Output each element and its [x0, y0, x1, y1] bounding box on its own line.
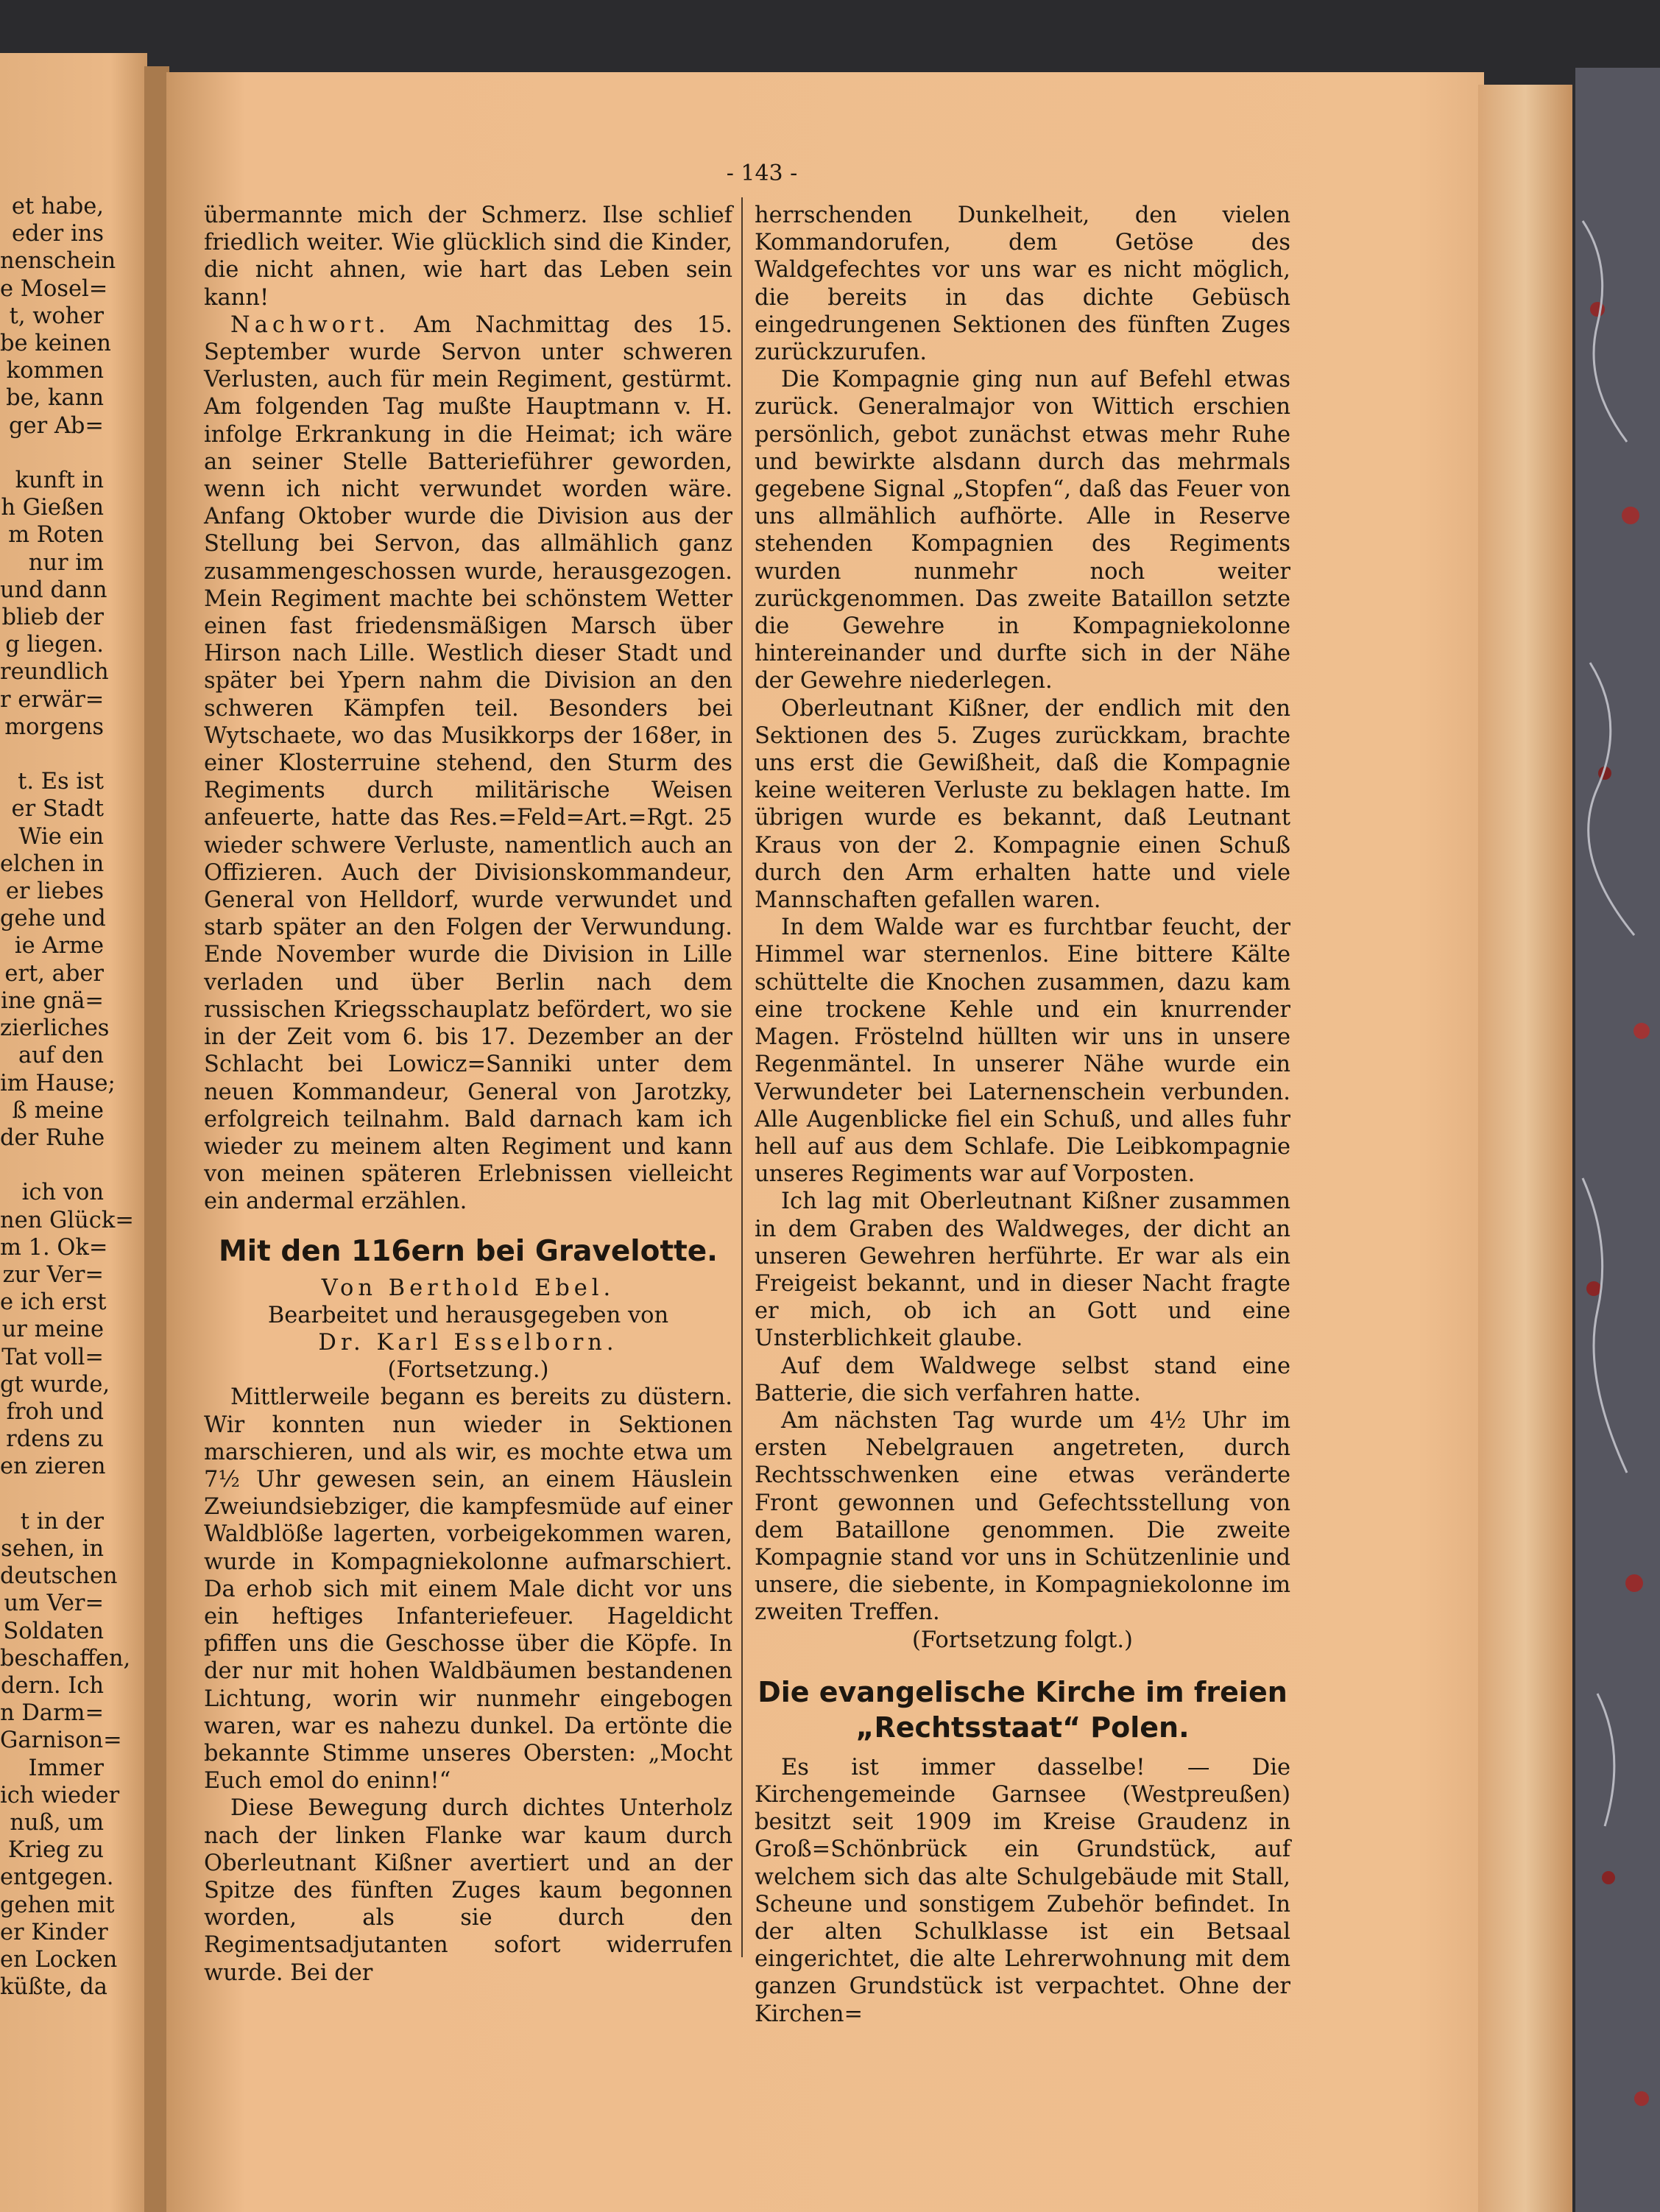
text-column-right — [755, 202, 1290, 2028]
left-page-line: dern. Ich — [1, 1672, 104, 1699]
left-page-line: Tat voll= — [1, 1344, 104, 1370]
page-edges — [1478, 85, 1572, 2212]
text-column-left — [204, 202, 732, 1987]
left-page-line: zur Ver= — [2, 1261, 104, 1288]
left-page-line: nen Glück= — [0, 1207, 134, 1233]
left-page-line: kunft in — [15, 468, 104, 494]
left-page-line: deutschen — [0, 1563, 118, 1590]
paragraph-4: In dem Walde war es furchtbar feucht, der Himmel war sternenlos. Eine bittere Kälte schüttelte die Knochen zusammen, dazu kam eine trockene Kehle und ein knurrender Magen. Fröstelnd hüllten wir uns in unsere Regenmäntel. In unserer Nähe wurde ein Verwundeter bei Laternenschein verbunden. Alle Augenblicke fiel ein Schuß, und alles fuhr hell auf aus dem Schlafe. Die Leibkompagnie unseres Regiments war auf Vorposten. — [755, 915, 1290, 1188]
left-page-line: t. Es ist — [18, 769, 104, 795]
left-page-line: er Stadt — [11, 796, 104, 823]
left-page-line — [0, 1152, 105, 1179]
left-page-line: h Gießen — [1, 495, 104, 521]
left-page-line: kommen — [6, 358, 104, 384]
left-page-line: gehen mit — [0, 1892, 115, 1918]
nachwort-label: Nachwort. — [230, 311, 390, 338]
paragraph-open: übermannte mich der Schmerz. Ilse schlief friedlich weiter. Wie glücklich sind die Kinder, die nicht ahnen, wie hart das Leben sein kann! — [204, 202, 732, 311]
left-page-line: er Kinder — [0, 1919, 108, 1945]
left-page-line: g liegen. — [5, 632, 104, 658]
nachwort-text: Am Nachmittag des 15. September wurde Servon unter schweren Verlusten, auch für mein Regiment, gestürmt. Am folgenden Tag mußte Hauptmann v. H. infolge Erkrankung in die Heimat; ich wäre an seiner Stelle Batterieführer geworden, wenn ich nicht verwundet worden wäre. Anfang Oktober wurde die Division aus der Stellung bei Servon, das allmählich ganz zusammengeschossen wurde, herausgezogen. Mein Regiment machte bei schönstem Wetter einen fast friedensmäßigen Marsch über Hirson nach Lille. Westlich dieser Stadt und später bei Ypern nahm die Division an den schweren Kämpfen teil. Besonders bei Wytschaete, wo das Musikkorps der 168er, in einer Klosterruine stehend, den Sturm des Regiments durch militärische Weisen anfeuerte, hatte das Res.=Feld=Art.=Rgt. 25 wieder schwere Verluste, namentlich auch an Offizieren. Auch der Divisionskommandeur, General von Helldorf, wurde verwundet und starb später an den Folgen der Verwundung. Ende November wurde die Division in Lille verladen und über Berlin nach dem russischen Kriegsschauplatz befördert, wo sie in der Zeit vom 6. bis 17. Dezember an der Schlacht bei Lowicz=Sanniki unter dem neuen Kommandeur, General von Jarotzky, erfolgreich teilnahm. Bald darnach kam ich wieder zu meinem alten Regiment und kann von meinen späteren Erlebnissen vielleicht ein andermal erzählen. — [204, 311, 732, 1215]
left-page-line: auf den — [18, 1043, 104, 1069]
paragraph-7: Am nächsten Tag wurde um 4½ Uhr im ersten Nebelgrauen angetreten, durch Rechtsschwenken eine etwas veränderte Front gewonnen und Gefechtsstellung von dem Bataillone genommen. Die zweite Kompagnie stand vor uns in Schützenlinie und unsere, die siebente, in Kompagniekolonne im zweiten Treffen. — [755, 1407, 1290, 1626]
left-page-line: blieb der — [1, 605, 104, 631]
left-page-line: n Darm= — [0, 1700, 105, 1727]
left-page-line: zierliches — [0, 1015, 110, 1042]
left-page-line: Immer — [28, 1755, 104, 1781]
left-page-line: nuß, um — [10, 1809, 104, 1836]
left-page-line: sehen, in — [1, 1535, 104, 1562]
left-page-line: ie Arme — [14, 933, 104, 959]
left-page-line: nur im — [28, 549, 104, 576]
paragraph-6: Auf dem Waldwege selbst stand eine Batterie, die sich verfahren hatte. — [755, 1353, 1290, 1406]
left-page-line: froh und — [6, 1398, 104, 1425]
left-page-line: Krieg zu — [7, 1837, 104, 1864]
paragraph-nachwort — [204, 311, 732, 1216]
left-page-line: be, kann — [6, 385, 104, 412]
to-be-continued-note: (Fortsetzung folgt.) — [912, 1627, 1133, 1653]
left-page-line: m Roten — [8, 522, 104, 549]
left-page-line: ine gnä= — [0, 987, 104, 1014]
gutter-shadow — [144, 66, 169, 2212]
left-page-line: elchen in — [0, 850, 105, 877]
paragraph-1: Mittlerweile begann es bereits zu düstern. Wir konnten nun wieder in Sektionen marschieren, und als wir, es mochte etwa um 7½ Uhr gewesen sein, an einem Häuslein Zweiundsiebziger, die kampfesmüde auf einer Waldblöße lagerten, vorbeigekommen waren, wurde in Kompagniekolonne aufmarschiert. Da erhob sich mit einem Male dicht vor uns ein heftiges Infanteriefeuer. Hageldicht pfiffen uns die Geschosse über die Köpfe. In der nur mit hohen Waldbäumen bestandenen Lichtung, worin wir nunmehr eingebogen waren, war es nahezu dunkel. Da ertönte die bekannte Stimme unseres Obersten: „Mocht Euch emol do eninn!“ — [204, 1384, 732, 1794]
left-page-line: ich von — [21, 1180, 104, 1206]
left-page-line: der Ruhe — [0, 1124, 105, 1151]
left-page-line: ert, aber — [4, 960, 104, 987]
left-page-line: ur meine — [1, 1317, 104, 1343]
paragraph-3: Oberleutnant Kißner, der endlich mit den Sektionen des 5. Zuges zurückkam, brachte uns erst die Gewißheit, daß die Kompagnie keine weiteren Verluste zu beklagen hatte. Im übrigen wurde es bekannt, daß Leutnant Kraus von der 2. Kompagnie einen Schuß durch den Arm erhalten hatte und viele Mannschaften gefallen waren. — [755, 695, 1290, 914]
left-page-line: gehe und — [0, 906, 106, 932]
left-page-line: gt wurde, — [0, 1371, 110, 1398]
left-page-line: ß meine — [12, 1097, 104, 1124]
left-page-line: um Ver= — [4, 1591, 104, 1617]
left-page-line: eder ins — [12, 221, 104, 247]
article-heading-gravelotte: Mit den 116ern bei Gravelotte. — [218, 1234, 718, 1268]
left-page-line: et habe, — [11, 194, 104, 219]
left-page-line: entgegen. — [0, 1864, 114, 1891]
paragraph-8: Es ist immer dasselbe! — Die Kirchengemeinde Garnsee (Westpreußen) besitzt seit 1909 im Kreise Graudenz in Groß=Schönbrück ein Grundstück, auf welchem sich das alte Schulgebäude mit Stall, Scheune und sonstigem Zubehör befindet. In der alten Schulklasse ist ein Betsaal eingerichtet, die alte Lehrerwohnung mit dem ganzen Grundstück ist verpachtet. Ohne der Kirchen= — [755, 1754, 1290, 2027]
left-page-line: Garnison= — [0, 1727, 122, 1754]
left-page-line — [0, 741, 105, 768]
page-number: - 143 - — [726, 161, 798, 186]
column-rule — [741, 197, 743, 1957]
left-page-line: e Mosel= — [0, 275, 108, 302]
left-page-line: und dann — [0, 577, 107, 603]
left-page-line: rdens zu — [6, 1426, 104, 1453]
left-page-line — [0, 1481, 105, 1508]
left-page-line: im Hause; — [0, 1070, 116, 1096]
left-page-line: ger Ab= — [9, 412, 104, 439]
left-page-line: küßte, da — [0, 1974, 107, 2001]
article-author: Von Berthold Ebel. — [321, 1275, 615, 1301]
left-page-line: Wie ein — [18, 823, 104, 850]
left-page-line: r erwär= — [0, 686, 105, 713]
paragraph-2: Diese Bewegung durch dichtes Unterholz nach der linken Flanke war kaum durch Oberleutnant Kißner avertiert und an der Spitze des fünften Zuges kaum begonnen worden, als sie durch den Regimentsadjutanten sofort widerrufen wurde. Bei der — [204, 1795, 732, 1986]
left-page-line: en zieren — [0, 1454, 106, 1480]
left-page-line: t in der — [20, 1508, 104, 1535]
continuation-note: (Fortsetzung.) — [387, 1357, 549, 1384]
left-page-line: Soldaten — [3, 1618, 104, 1644]
left-page-line: ich wieder — [0, 1782, 120, 1808]
left-page-text-fragment — [0, 193, 134, 2001]
left-page-line: reundlich — [0, 659, 109, 686]
left-page-line: e ich erst — [0, 1289, 107, 1316]
left-page-line: t, woher — [9, 303, 104, 329]
article-heading-polen: Die evangelische Kirche im freien „Rechtsstaat“ Polen. — [757, 1675, 1288, 1744]
left-page-line: nenschein — [0, 248, 116, 275]
left-page-line: m 1. Ok= — [0, 1234, 108, 1261]
left-page-line: be keinen — [0, 331, 111, 357]
left-page-line: morgens — [4, 714, 104, 740]
paragraph-1: herrschenden Dunkelheit, den vielen Kommandorufen, dem Getöse des Waldgefechtes vor uns war es nicht möglich, die bereits in das dichte Gebüsch eingedrungenen Sektionen des fünften Zuges zurückzurufen. — [755, 202, 1290, 366]
left-page-line: er liebes — [5, 878, 104, 905]
left-page-line: en Locken — [0, 1947, 118, 1973]
article-editor-line2: Dr. Karl Esselborn. — [318, 1329, 618, 1356]
paragraph-2: Die Kompagnie ging nun auf Befehl etwas zurück. Generalmajor von Wittich erschien persönlich, gebot zunächst etwas mehr Ruhe und bewirkte alsdann durch das mehrmals gegebene Signal „Stopfen“, daß das Feuer von uns allmählich aufhörte. Alle in Reserve stehenden Kompagnien des Regiments wurden nunmehr noch weiter zurückgenommen. Das zweite Bataillon setzte die Gewehre in Kompagniekolonne hintereinander und durfte sich in der Nähe der Gewehre niederlegen. — [755, 367, 1290, 694]
left-page-line — [0, 440, 105, 467]
article-editor-line1: Bearbeitet und herausgegeben von — [267, 1302, 669, 1328]
left-page-line: beschaffen, — [0, 1645, 131, 1672]
marbled-endpaper — [1575, 68, 1660, 2212]
paragraph-5: Ich lag mit Oberleutnant Kißner zusammen in dem Graben des Waldweges, der dicht an unseren Gewehren herführte. Er war als ein Freigeist bekannt, und in dieser Nacht fragte er mich, ob ich an Gott und eine Unsterblichkeit glaube. — [755, 1188, 1290, 1352]
